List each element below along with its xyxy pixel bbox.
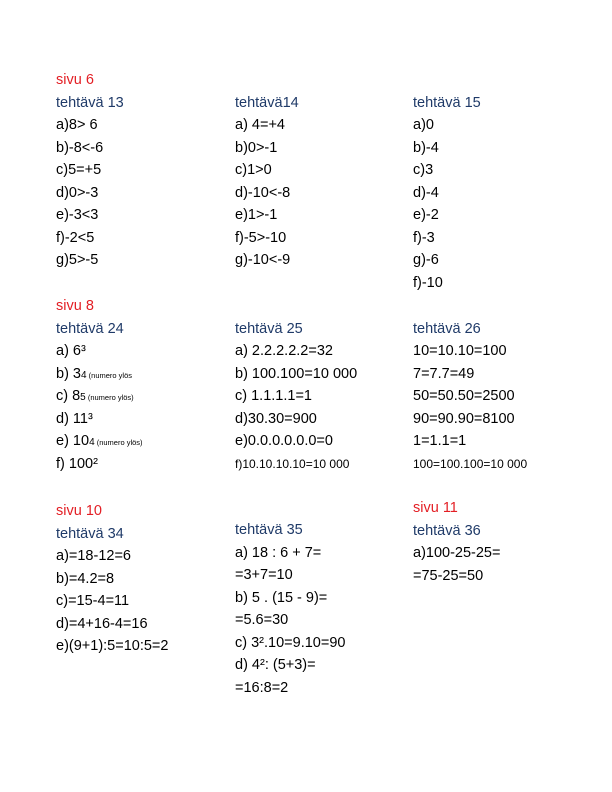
answer-text: c) 8 xyxy=(56,388,81,404)
task-block-25 xyxy=(235,318,410,476)
answer-line xyxy=(56,430,231,453)
answer-line: a)0 xyxy=(413,117,434,133)
task-block-35 xyxy=(235,519,410,699)
answer-text: e) 10 xyxy=(56,433,90,449)
exponent-digit: 4 xyxy=(81,369,87,381)
answer-line: d) 4²: (5+3)= xyxy=(235,657,316,673)
exponent-note: (numero ylös) xyxy=(85,393,134,402)
answer-line: a) 18 : 6 + 7= xyxy=(235,544,322,561)
answer-line: c)1>0 xyxy=(235,162,272,178)
task-block-14 xyxy=(235,92,410,272)
task-block-15 xyxy=(413,92,588,295)
answer-line xyxy=(56,453,231,476)
answer-line: 7=7.7=49 xyxy=(413,365,475,382)
answer-line: c)3 xyxy=(413,162,434,178)
answer-line: 10=10.10=100 xyxy=(413,343,507,359)
exponent-digit: 4 xyxy=(89,437,95,448)
answer-line: 50=50.50=2500 xyxy=(413,388,515,404)
answer-line: f)-5>-10 xyxy=(235,229,287,246)
answer-line: f)-2<5 xyxy=(56,229,95,246)
task-title-24: tehtävä 24 xyxy=(56,320,124,337)
answer-line: 100=100.100=10 000 xyxy=(413,456,528,471)
task-title-36: tehtävä 36 xyxy=(413,522,481,539)
answer-text: d) 11³ xyxy=(56,410,93,427)
answer-line xyxy=(56,385,231,408)
answer-line: d)0>-3 xyxy=(56,184,99,201)
answer-line: b)=4.2=8 xyxy=(56,570,115,587)
answer-line: e)1>-1 xyxy=(235,207,278,223)
section-sivu-11-col-3 xyxy=(413,497,588,587)
answer-line xyxy=(56,340,231,363)
answer-line: b) 5 . (15 - 9)= xyxy=(235,589,328,606)
page-label-sivu-6: sivu 6 xyxy=(56,72,94,88)
answer-line xyxy=(56,363,231,386)
answer-line: 1=1.1=1 xyxy=(413,433,467,449)
answer-text: f) 100² xyxy=(56,455,98,472)
page-label-sivu-8: sivu 8 xyxy=(56,298,94,314)
answer-line: d)30.30=900 xyxy=(235,410,317,427)
exponent-digit: 5 xyxy=(80,392,86,403)
page-label-sivu-10: sivu 10 xyxy=(56,503,102,519)
answer-line: =3+7=10 xyxy=(235,567,293,583)
task-title-35: tehtävä 35 xyxy=(235,522,303,538)
task-title-26: tehtävä 26 xyxy=(413,320,481,337)
exponent-note: (numero ylös xyxy=(86,370,132,380)
answer-line: f)-10 xyxy=(413,274,443,291)
answer-line: e)(9+1):5=10:5=2 xyxy=(56,638,169,654)
answer-line: a)=18-12=6 xyxy=(56,548,131,564)
answer-text: b) 3 xyxy=(56,365,81,382)
answer-line: f)10.10.10.10=10 000 xyxy=(235,456,350,471)
answer-line: b)-8<-6 xyxy=(56,139,104,156)
answer-line: c) 1.1.1.1=1 xyxy=(235,388,312,404)
task-title-13: tehtävä 13 xyxy=(56,94,124,111)
task-title-34: tehtävä 34 xyxy=(56,525,124,542)
answer-line: g)5>-5 xyxy=(56,252,99,268)
task-title-25: tehtävä 25 xyxy=(235,320,303,337)
answer-line: b)0>-1 xyxy=(235,139,278,156)
answer-line: e)-3<3 xyxy=(56,207,99,223)
answer-line: c)=15-4=11 xyxy=(56,593,130,609)
answer-line: a) 4=+4 xyxy=(235,117,285,133)
answer-line: e)0.0.0.0.0.0=0 xyxy=(235,433,333,449)
answer-text: a) 6³ xyxy=(56,343,86,359)
answer-line: a)100-25-25= xyxy=(413,545,501,561)
task-title-14: tehtävä14 xyxy=(235,94,299,111)
exponent-note: (numero ylös) xyxy=(94,438,143,447)
answer-line: =5.6=30 xyxy=(235,612,289,628)
page-label-sivu-11: sivu 11 xyxy=(413,500,458,516)
answer-line: d)-10<-8 xyxy=(235,184,291,201)
answer-line: c)5=+5 xyxy=(56,162,102,178)
task-block-26 xyxy=(413,318,588,476)
section-sivu-8-col-1 xyxy=(56,295,231,475)
answer-line: f)-3 xyxy=(413,229,435,246)
answer-line: a)8> 6 xyxy=(56,117,98,133)
answer-line: g)-6 xyxy=(413,252,439,268)
answer-line: b)-4 xyxy=(413,139,439,156)
answer-line: d)=4+16-4=16 xyxy=(56,615,148,632)
answer-line: e)-2 xyxy=(413,207,439,223)
answer-line: =75-25=50 xyxy=(413,567,484,584)
answer-line: a) 2.2.2.2.2=32 xyxy=(235,343,333,359)
answer-line: 90=90.90=8100 xyxy=(413,410,515,427)
answer-line: c) 3².10=9.10=90 xyxy=(235,634,346,651)
answer-line: =16:8=2 xyxy=(235,679,289,696)
answer-line: g)-10<-9 xyxy=(235,252,291,268)
section-sivu-6-col-1 xyxy=(56,69,231,272)
section-sivu-10-col-1 xyxy=(56,500,231,658)
answer-line: b) 100.100=10 000 xyxy=(235,365,358,382)
answer-line: d)-4 xyxy=(413,184,439,201)
task-title-15: tehtävä 15 xyxy=(413,94,481,111)
answer-line xyxy=(56,408,231,431)
